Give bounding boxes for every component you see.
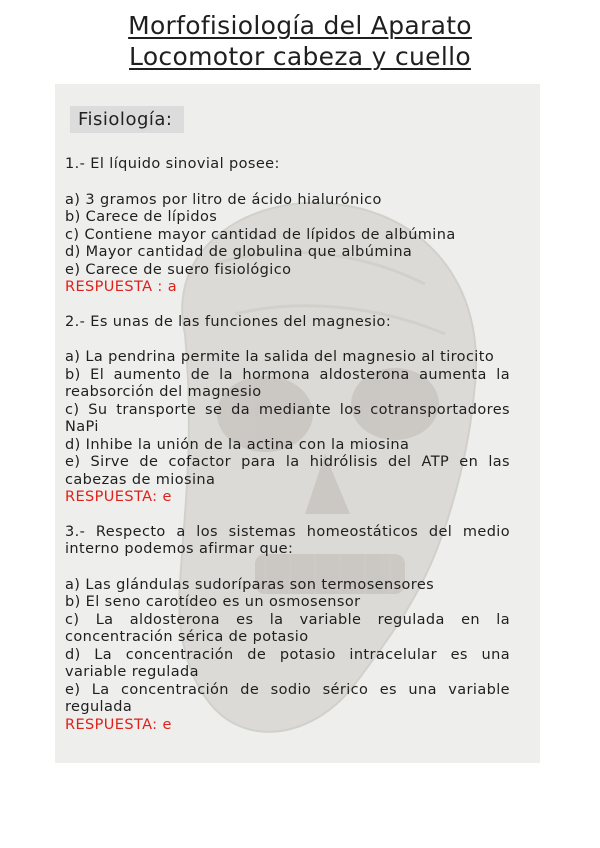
question-block <box>65 314 510 507</box>
answer-option: a) La pendrina permite la salida del magnesio al tirocito <box>65 349 495 365</box>
answer-option: a) Las glándulas sudoríparas son termosensores <box>65 576 435 593</box>
correct-answer: RESPUESTA : a <box>65 279 178 295</box>
answer-option: e) Carece de suero fisiológico <box>65 261 292 278</box>
content-panel <box>55 84 540 763</box>
correct-answer: RESPUESTA: e <box>65 716 172 733</box>
question-stem: 2.- Es unas de las funciones del magnesio: <box>65 313 392 330</box>
answer-option: b) El seno carotídeo es un osmosensor <box>65 594 361 610</box>
questions-list <box>65 156 510 734</box>
answer-option: c) La aldosterona es la variable regulada en la concentración sérica de potasio <box>65 611 510 645</box>
answer-option: c) Su transporte se da mediante los cotransportadores NaPi <box>65 401 510 435</box>
answer-option: b) El aumento de la hormona aldosterona aumenta la reabsorción del magnesio <box>65 366 510 400</box>
answer-option: d) La concentración de potasio intracelular es una variable regulada <box>65 646 510 680</box>
title-line-1: Morfofisiología del Aparato <box>128 11 472 40</box>
question-block <box>65 524 510 735</box>
question-stem: 1.- El líquido sinovial posee: <box>65 156 280 172</box>
answer-option: b) Carece de lípidos <box>65 209 218 225</box>
answer-option: d) Mayor cantidad de globulina que albúmina <box>65 244 413 260</box>
answer-option: a) 3 gramos por litro de ácido hialurónico <box>65 191 382 208</box>
title-line-2: Locomotor cabeza y cuello <box>129 42 471 71</box>
document-title <box>0 10 600 72</box>
correct-answer: RESPUESTA: e <box>65 489 172 505</box>
answer-option: e) Sirve de cofactor para la hidrólisis del ATP en las cabezas de miosina <box>65 454 510 488</box>
question-block <box>65 156 510 297</box>
answer-option: c) Contiene mayor cantidad de lípidos de albúmina <box>65 226 456 243</box>
answer-option: d) Inhibe la unión de la actina con la miosina <box>65 436 410 453</box>
question-stem: 3.- Respecto a los sistemas homeostáticos del medio interno podemos afirmar que: <box>65 523 510 557</box>
section-heading: Fisiología: <box>70 106 184 133</box>
answer-option: e) La concentración de sodio sérico es una variable regulada <box>65 681 510 715</box>
